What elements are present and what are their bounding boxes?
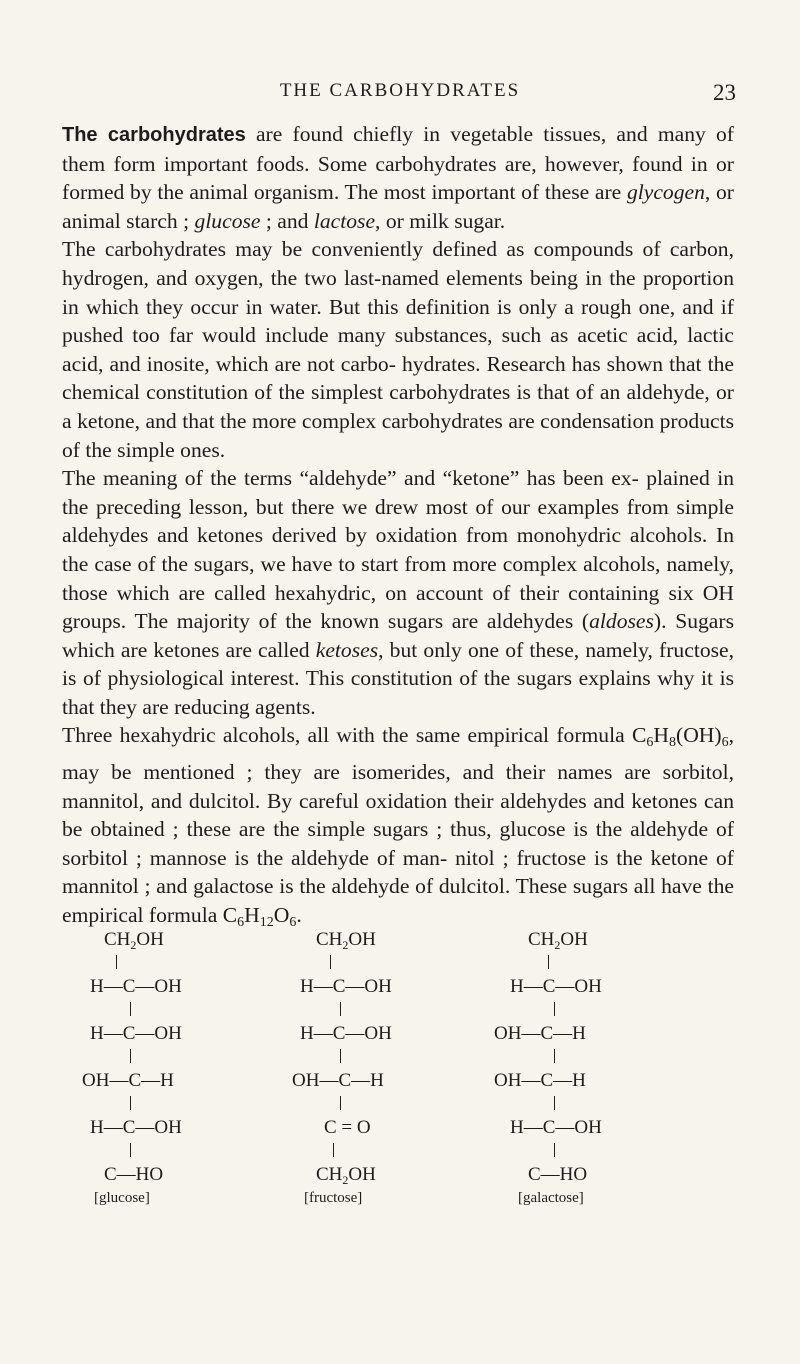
structural-formulas — [0, 928, 800, 1228]
structure-row: H—C—OH — [300, 1023, 392, 1044]
structure-row: H—C—OH — [90, 1117, 182, 1138]
structure-row: H—C—OH — [300, 976, 392, 997]
bond-line — [340, 1002, 341, 1016]
formula-sugars: C6H12O6 — [222, 903, 297, 931]
running-head: THE CARBOHYDRATES — [279, 80, 521, 101]
bond-line — [554, 1096, 555, 1110]
structure-row: C = O — [324, 1117, 371, 1138]
page-number: 23 — [713, 80, 736, 105]
bond-line — [116, 955, 117, 969]
bond-line — [330, 955, 331, 969]
structure-row: H—C—OH — [90, 976, 182, 997]
bond-line — [130, 1143, 131, 1157]
bond-line — [340, 1049, 341, 1063]
paragraph-2: The carbohydrates may be conveniently defined as compounds of carbon, hydrogen, and oxygen, the two last-named elements being in the proportion in which they occur in water. But this definition is only a rough one, and if pushed too far would include many substances, such as acetic acid, lactic acid, and inosite, which are not carbo- hydrates. Research has shown that the chemical constitution of the simplest carbohydrates is that of an aldehyde, or a ketone, and that the more complex carbohydrates are condensation products of the simple ones. — [62, 237, 734, 462]
structure-caption: [fructose] — [304, 1190, 363, 1206]
paragraph-1-text-2: , or animal starch ; — [62, 180, 734, 233]
bond-line — [548, 955, 549, 969]
bond-line — [130, 1096, 131, 1110]
page-header — [0, 80, 800, 116]
term-glucose: glucose — [194, 208, 261, 233]
paragraph-4-text-1: Three hexahydric alcohols, all with the same empirical formula — [62, 723, 632, 748]
bond-line — [554, 1002, 555, 1016]
term-glycogen: glycogen — [626, 180, 705, 205]
paragraph-4 — [62, 721, 734, 937]
structure-row: OH—C—H — [494, 1023, 586, 1044]
bond-line — [130, 1049, 131, 1063]
paragraph-3-text-2: ). Sugars which are ketones are called — [62, 609, 734, 662]
paragraph-3-text-3: , but only one of these, namely, fructose, is of physiological interest. This constitution of the sugars explains why it is that they are reducing agents. — [62, 637, 734, 719]
term-lactose: lactose — [313, 208, 376, 233]
body-text — [62, 120, 734, 938]
bond-line — [333, 1143, 334, 1157]
bond-line — [340, 1096, 341, 1110]
structure-row: OH—C—H — [292, 1070, 384, 1091]
paragraph-4-text-2: , may be mentioned ; they are isomerides, and their names are sorbitol, mannitol, and dulcitol. By careful oxidation their aldehydes and ketones can be obtained ; these are the simple sugars ; thus, glucose is the aldehyde of sorbitol ; mannose is the aldehyde of man- nitol ; fructose is the ketone of mannitol ; and galactose is the aldehyde of dulcitol. These sugars all have the empirical formula — [62, 723, 734, 928]
structure-caption: [glucose] — [94, 1190, 150, 1206]
bond-line — [554, 1143, 555, 1157]
paragraph-1-lead: The carbohydrates — [62, 124, 246, 146]
structure-row: OH—C—H — [494, 1070, 586, 1091]
structure-row: C—HO — [528, 1164, 588, 1185]
structure-caption: [galactose] — [518, 1190, 584, 1206]
bond-line — [130, 1002, 131, 1016]
paragraph-1-text-3: ; and — [260, 208, 314, 233]
formula-hexahydric: C6H8(OH)6 — [632, 723, 729, 751]
structure-row: $CH_2OH$ — [528, 929, 588, 952]
structure-row: OH—C—H — [82, 1070, 174, 1091]
structure-row: H—C—OH — [510, 1117, 602, 1138]
paragraph-1 — [62, 120, 734, 235]
structure-row: $CH_2OH$ — [316, 1164, 376, 1187]
term-ketoses: ketoses — [315, 637, 379, 662]
structure-row: H—C—OH — [90, 1023, 182, 1044]
paragraph-4-text-3: . — [296, 903, 302, 928]
paragraph-1-text-1: are found chiefly in vegetable tissues, and many of them form important foods. Some carbohydrates are, however, found in or formed by the animal organism. The most important of these are — [62, 122, 734, 205]
structure-row: $CH_2OH$ — [104, 929, 164, 952]
paragraph-3 — [62, 464, 734, 721]
paragraph-1-text-4: , or milk sugar. — [375, 208, 506, 233]
paragraph-3-text-1: The meaning of the terms “aldehyde” and “ketone” has been ex- plained in the preceding lesson, but there we drew most of our examples from simple aldehydes and ketones derived by oxidation from monohydric alcohols. In the case of the sugars, we have to start from more complex alcohols, namely, those which are called hexahydric, on account of their containing six OH groups. The majority of the known sugars are aldehydes ( — [62, 466, 734, 634]
structure-row: C—HO — [104, 1164, 164, 1185]
term-aldoses: aldoses — [589, 609, 654, 634]
structure-row: H—C—OH — [510, 976, 602, 997]
bond-line — [554, 1049, 555, 1063]
structure-row: $CH_2OH$ — [316, 929, 376, 952]
